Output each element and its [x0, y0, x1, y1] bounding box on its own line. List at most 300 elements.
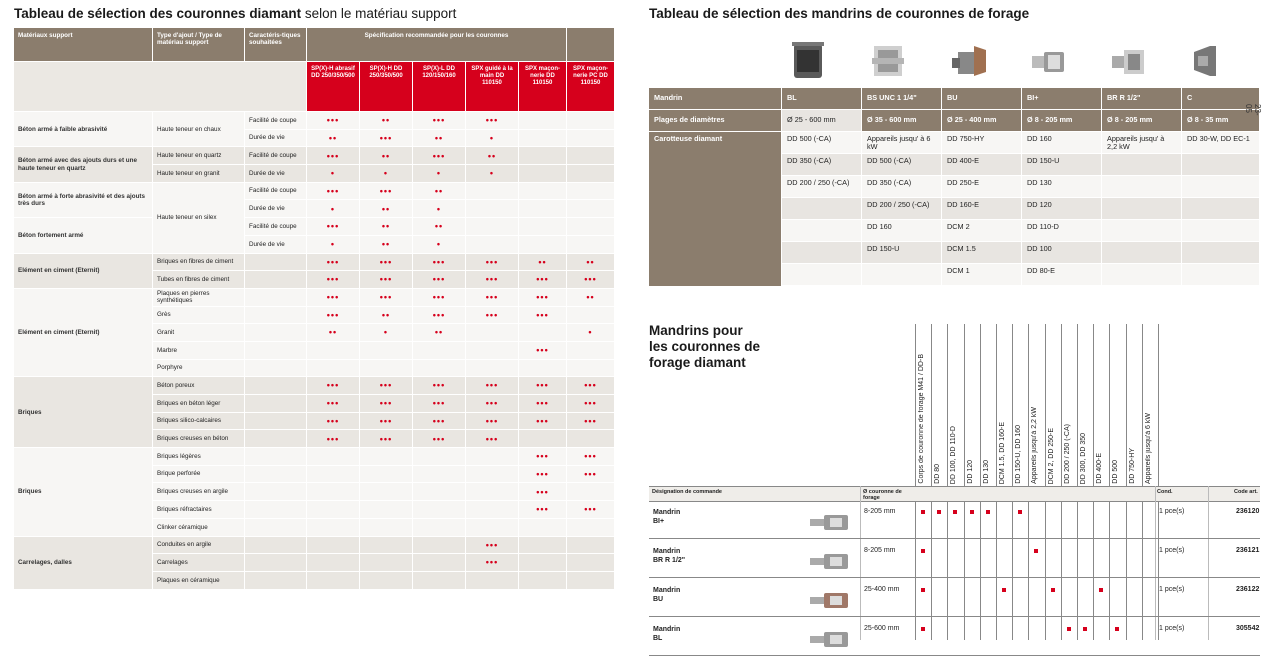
rating-dots — [519, 130, 567, 148]
rating-dots: ••• — [360, 413, 413, 431]
rating-dots: ••• — [360, 183, 413, 201]
name-line: Mandrin — [653, 626, 681, 633]
table-cell: DD 750-HY — [942, 132, 1022, 154]
order-name — [653, 625, 680, 643]
rating-dots: ••• — [519, 466, 567, 484]
vertical-header — [950, 324, 962, 484]
mandrel-thumbnail — [808, 510, 858, 534]
rating-dots: •• — [413, 183, 466, 201]
title-line: les couronnes de — [649, 339, 761, 354]
vertical-header — [1048, 324, 1060, 484]
rating-dots — [466, 342, 519, 360]
rating-dots: •• — [413, 130, 466, 148]
rating-dots — [466, 501, 519, 519]
table-cell: DD 130 — [1022, 176, 1102, 198]
rating-dots — [567, 147, 615, 165]
type-cell: Granit — [153, 324, 245, 342]
product-header: SPX maçon-nerie PC DD 110150 — [567, 62, 615, 112]
type-cell: Haute teneur en granit — [153, 165, 245, 183]
rating-dots: • — [466, 130, 519, 148]
rating-dots — [567, 537, 615, 555]
rating-dots: • — [360, 324, 413, 342]
table-cell: Mandrin — [649, 88, 782, 110]
characteristic-cell — [245, 554, 307, 572]
compatibility-mark — [921, 627, 925, 631]
row-separator — [649, 577, 1260, 578]
rating-dots: ••• — [307, 271, 360, 289]
rating-dots: •• — [360, 112, 413, 130]
characteristic-cell — [245, 271, 307, 289]
name-line: Mandrin — [653, 587, 681, 594]
characteristic-cell: Facilité de coupe — [245, 218, 307, 236]
rating-dots — [360, 501, 413, 519]
rating-dots — [567, 572, 615, 590]
table-cell: BL — [782, 88, 862, 110]
column-rule — [1061, 324, 1062, 640]
rating-dots — [567, 183, 615, 201]
carotteuse-row — [649, 198, 1260, 220]
table-cell: Ø 25 - 400 mm — [942, 110, 1022, 132]
name-line: BU — [653, 596, 664, 603]
type-cell: Haute teneur en chaux — [153, 112, 245, 147]
table-cell — [1102, 198, 1182, 220]
rating-dots — [519, 537, 567, 555]
carotteuse-label — [649, 176, 782, 198]
characteristic-cell — [245, 572, 307, 590]
table-cell: DD 500 (-CA) — [862, 154, 942, 176]
table-cell — [1182, 176, 1260, 198]
rating-dots: • — [466, 165, 519, 183]
rating-dots — [519, 572, 567, 590]
rating-dots — [307, 360, 360, 378]
rating-dots — [307, 501, 360, 519]
rating-dots — [466, 200, 519, 218]
table-cell — [1102, 176, 1182, 198]
col-header: Code art. — [1234, 489, 1258, 495]
vertical-label: DD 100, DD 110-D — [950, 425, 958, 484]
characteristic-cell — [245, 324, 307, 342]
diamond-crown-selection-table — [14, 28, 618, 640]
material-cell: Carrelages, dalles — [14, 537, 153, 590]
carotteuse-label — [649, 220, 782, 242]
rating-dots: ••• — [307, 254, 360, 272]
carotteuse-label — [649, 154, 782, 176]
rating-dots: ••• — [307, 147, 360, 165]
characteristic-cell: Facilité de coupe — [245, 112, 307, 130]
table-cell — [862, 264, 942, 286]
rating-dots: ••• — [567, 501, 615, 519]
vertical-header — [1080, 324, 1092, 484]
characteristic-cell — [245, 483, 307, 501]
rating-dots — [307, 483, 360, 501]
rating-dots: •• — [567, 289, 615, 307]
type-cell: Clinker céramique — [153, 519, 245, 537]
table-cell: Ø 8 - 35 mm — [1182, 110, 1260, 132]
table-cell: DD 200 / 250 (-CA) — [782, 176, 862, 198]
rating-dots — [466, 572, 519, 590]
characteristic-cell — [245, 448, 307, 466]
column-rule — [915, 324, 916, 640]
type-cell: Briques légères — [153, 448, 245, 466]
rating-dots: ••• — [413, 307, 466, 325]
header-spec: Spécification recommandée pour les couronnes — [307, 28, 567, 62]
col-header: Désignation de commande — [652, 489, 722, 495]
rating-dots: ••• — [307, 183, 360, 201]
carotteuse-row — [649, 242, 1260, 264]
table-cell — [1102, 264, 1182, 286]
column-rule — [964, 324, 965, 640]
rating-dots — [360, 448, 413, 466]
table-cell: DD 100 — [1022, 242, 1102, 264]
rating-dots: ••• — [307, 307, 360, 325]
mandrel-br-image — [1108, 38, 1148, 84]
compatibility-mark — [1034, 549, 1038, 553]
rating-dots: •• — [360, 200, 413, 218]
order-code: 236121 — [1236, 547, 1260, 554]
rating-dots — [413, 572, 466, 590]
type-cell: Grès — [153, 307, 245, 325]
rating-dots: ••• — [519, 307, 567, 325]
vertical-label: DCM 1.5, DD 160-E — [999, 421, 1006, 484]
rating-dots — [466, 466, 519, 484]
type-cell: Plaques en céramique — [153, 572, 245, 590]
rating-dots — [360, 537, 413, 555]
order-code: 236120 — [1236, 508, 1260, 515]
column-rule — [980, 324, 981, 640]
rating-dots — [413, 501, 466, 519]
type-cell: Briques en béton léger — [153, 395, 245, 413]
header-sub-blank — [14, 62, 307, 112]
rating-dots: ••• — [519, 448, 567, 466]
table-cell: BU — [942, 88, 1022, 110]
table-cell — [782, 198, 862, 220]
table-cell: C — [1182, 88, 1260, 110]
vertical-label: DCM 2, DD 250-E — [1047, 427, 1055, 484]
rating-dots: ••• — [466, 430, 519, 448]
rating-dots: ••• — [307, 377, 360, 395]
rating-dots — [413, 466, 466, 484]
table-cell — [782, 264, 862, 286]
characteristic-cell — [245, 289, 307, 307]
rating-dots: ••• — [307, 112, 360, 130]
vertical-header — [1015, 324, 1027, 484]
order-name — [653, 508, 680, 526]
type-cell: Briques en fibres de ciment — [153, 254, 245, 272]
type-cell: Tubes en fibres de ciment — [153, 271, 245, 289]
column-rule — [1028, 324, 1029, 640]
table-cell: DD 200 / 250 (-CA) — [862, 198, 942, 220]
rating-dots — [519, 200, 567, 218]
vertical-header — [999, 324, 1011, 484]
rating-dots — [360, 342, 413, 360]
product-header: SP(X)-L DD 120/150/160 — [413, 62, 466, 112]
column-rule — [1093, 324, 1094, 640]
carotteuse-row — [649, 132, 1260, 154]
characteristic-cell — [245, 413, 307, 431]
order-code: 305542 — [1236, 625, 1260, 632]
compatibility-mark — [1083, 627, 1087, 631]
vertical-header — [934, 324, 946, 484]
table-cell: Plages de diamètres — [649, 110, 782, 132]
rating-dots: ••• — [466, 254, 519, 272]
table-cell: DD 120 — [1022, 198, 1102, 220]
rating-dots: •• — [360, 147, 413, 165]
table-cell: DD 160 — [1022, 132, 1102, 154]
column-rule — [996, 324, 997, 640]
order-cond: 1 pce(s) — [1159, 625, 1185, 632]
characteristic-cell — [245, 254, 307, 272]
rating-dots: • — [307, 165, 360, 183]
rating-dots: ••• — [360, 289, 413, 307]
rating-dots — [567, 342, 615, 360]
rating-dots — [360, 483, 413, 501]
name-line: BL — [653, 635, 663, 642]
order-code: 236122 — [1236, 586, 1260, 593]
material-cell: Briques — [14, 448, 153, 536]
rating-dots — [519, 218, 567, 236]
table-cell: DD 160 — [862, 220, 942, 242]
rating-dots — [567, 200, 615, 218]
rating-dots: •• — [360, 218, 413, 236]
material-cell: Béton armé à forte abrasivité et des ajouts très durs — [14, 183, 153, 218]
rating-dots: ••• — [567, 466, 615, 484]
vertical-label: DD 120 — [966, 460, 974, 484]
left-table-title — [14, 6, 456, 21]
rating-dots: ••• — [466, 307, 519, 325]
table-cell: DD 500 (-CA) — [782, 132, 862, 154]
rating-dots: ••• — [567, 377, 615, 395]
rating-dots — [360, 360, 413, 378]
rating-dots — [413, 342, 466, 360]
rating-dots: ••• — [413, 112, 466, 130]
column-rule — [1045, 324, 1046, 640]
rating-dots: •• — [360, 236, 413, 254]
type-cell: Conduites en argile — [153, 537, 245, 555]
rating-dots: ••• — [519, 501, 567, 519]
table-cell: Ø 25 - 600 mm — [782, 110, 862, 132]
rating-dots — [307, 554, 360, 572]
product-header: SPX guidé à la main DD 110150 — [466, 62, 519, 112]
header-blank — [567, 28, 615, 62]
name-line: BI+ — [653, 518, 665, 525]
rating-dots: ••• — [360, 430, 413, 448]
carotteuse-row — [649, 220, 1260, 242]
rating-dots: • — [360, 165, 413, 183]
rating-dots: • — [413, 236, 466, 254]
rating-dots: •• — [360, 307, 413, 325]
compatibility-mark — [1002, 588, 1006, 592]
rating-dots: ••• — [413, 430, 466, 448]
rating-dots — [519, 519, 567, 537]
header-material: Matériaux support — [14, 28, 153, 62]
rating-dots — [519, 236, 567, 254]
characteristic-cell — [245, 342, 307, 360]
rating-dots: ••• — [413, 254, 466, 272]
characteristic-cell — [245, 501, 307, 519]
rating-dots: •• — [307, 130, 360, 148]
rating-dots — [567, 483, 615, 501]
rating-dots: ••• — [466, 112, 519, 130]
rating-dots — [567, 236, 615, 254]
title-rest: selon le matériau support — [301, 6, 457, 21]
material-cell: Béton armé à faible abrasivité — [14, 112, 153, 147]
characteristic-cell — [245, 395, 307, 413]
order-diameter: 25-400 mm — [864, 586, 900, 593]
rating-dots: •• — [413, 218, 466, 236]
rating-dots: • — [307, 236, 360, 254]
rating-dots: ••• — [519, 289, 567, 307]
rating-dots — [567, 112, 615, 130]
rating-dots: ••• — [360, 254, 413, 272]
rating-dots: ••• — [519, 395, 567, 413]
rating-dots: ••• — [466, 377, 519, 395]
characteristic-cell: Durée de vie — [245, 130, 307, 148]
compatibility-mark — [937, 510, 941, 514]
rating-dots — [307, 342, 360, 360]
rating-dots — [466, 324, 519, 342]
table-cell — [1102, 242, 1182, 264]
table-cell: DD 80-E — [1022, 264, 1102, 286]
table-cell: BI+ — [1022, 88, 1102, 110]
table-cell: DCM 2 — [942, 220, 1022, 242]
type-cell: Briques silico-calcaires — [153, 413, 245, 431]
rating-dots: ••• — [307, 413, 360, 431]
rating-dots — [466, 236, 519, 254]
material-cell: Béton fortement armé — [14, 218, 153, 253]
type-cell: Briques creuses en béton — [153, 430, 245, 448]
page-number: 23-05 — [1244, 104, 1262, 116]
column-rule — [1126, 324, 1127, 640]
rating-dots: ••• — [307, 289, 360, 307]
rating-dots — [519, 360, 567, 378]
mandrel-header-row — [649, 88, 1260, 110]
compatibility-mark — [1051, 588, 1055, 592]
compatibility-mark — [953, 510, 957, 514]
table-cell: DD 250-E — [942, 176, 1022, 198]
rating-dots: ••• — [413, 289, 466, 307]
title-bold: Tableau de sélection des couronnes diamant — [14, 6, 302, 21]
type-cell: Plaques en pierres synthétiques — [153, 289, 245, 307]
rating-dots: •• — [466, 147, 519, 165]
characteristic-cell — [245, 360, 307, 378]
compatibility-mark — [1115, 627, 1119, 631]
table-cell: DD 400-E — [942, 154, 1022, 176]
vertical-header — [1145, 324, 1157, 484]
vertical-label: DD 200 / 250 (-CA) — [1063, 424, 1071, 484]
rating-dots — [360, 466, 413, 484]
table-cell: DD 110-D — [1022, 220, 1102, 242]
header-type: Type d'ajout / Type de matériau support — [153, 28, 245, 62]
rating-dots: ••• — [307, 395, 360, 413]
rating-dots — [519, 112, 567, 130]
rating-dots — [466, 519, 519, 537]
order-cond: 1 pce(s) — [1159, 586, 1185, 593]
mandrel-thumbnail — [808, 627, 858, 651]
vertical-label: DD 80 — [934, 464, 942, 484]
order-name — [653, 586, 680, 604]
mandrel-c-image — [1188, 38, 1228, 84]
table-cell: Ø 8 - 205 mm — [1022, 110, 1102, 132]
type-cell: Haute teneur en quartz — [153, 147, 245, 165]
carotteuse-row — [649, 176, 1260, 198]
rating-dots — [360, 572, 413, 590]
rating-dots — [567, 165, 615, 183]
rating-dots: ••• — [413, 271, 466, 289]
rating-dots: ••• — [360, 395, 413, 413]
table-cell: Ø 8 - 205 mm — [1102, 110, 1182, 132]
characteristic-cell: Facilité de coupe — [245, 147, 307, 165]
characteristic-cell: Facilité de coupe — [245, 183, 307, 201]
material-cell: Elément en ciment (Eternit) — [14, 289, 153, 377]
compatibility-mark — [1018, 510, 1022, 514]
rating-dots — [466, 483, 519, 501]
rating-dots — [567, 430, 615, 448]
vertical-header — [983, 324, 995, 484]
type-cell: Briques creuses en argile — [153, 483, 245, 501]
material-cell: Béton armé avec des ajouts durs et une haute teneur en quartz — [14, 147, 153, 182]
carotteuse-label — [649, 198, 782, 220]
carotteuse-row — [649, 264, 1260, 286]
rating-dots — [567, 554, 615, 572]
table-cell — [1182, 154, 1260, 176]
rating-dots: • — [413, 200, 466, 218]
vertical-header — [1129, 324, 1141, 484]
table-cell: DCM 1.5 — [942, 242, 1022, 264]
compatibility-mark — [921, 510, 925, 514]
compatibility-mark — [970, 510, 974, 514]
vertical-header — [967, 324, 979, 484]
rating-dots: ••• — [360, 271, 413, 289]
rating-dots: •• — [567, 254, 615, 272]
rating-dots — [466, 360, 519, 378]
rating-dots — [519, 324, 567, 342]
rating-dots — [413, 448, 466, 466]
vertical-label: Corps de couronne de forage M41 / DD-B — [918, 354, 925, 484]
type-cell: Marbre — [153, 342, 245, 360]
rating-dots — [413, 554, 466, 572]
mandrels-title — [649, 323, 760, 371]
rating-dots — [519, 554, 567, 572]
characteristic-cell — [245, 377, 307, 395]
rating-dots — [360, 519, 413, 537]
rating-dots — [519, 165, 567, 183]
mandrel-bu-image — [948, 38, 988, 84]
rating-dots: ••• — [519, 377, 567, 395]
rating-dots — [466, 218, 519, 236]
table-cell: DD 150-U — [862, 242, 942, 264]
order-diameter: 25-600 mm — [864, 625, 900, 632]
type-cell: Brique perforée — [153, 466, 245, 484]
rating-dots: ••• — [413, 377, 466, 395]
characteristic-cell — [245, 519, 307, 537]
table-cell: DD 150-U — [1022, 154, 1102, 176]
rating-dots: ••• — [360, 130, 413, 148]
rating-dots: ••• — [360, 377, 413, 395]
vertical-label: DD 300, DD 350 — [1080, 432, 1087, 484]
table-cell — [1182, 198, 1260, 220]
product-header: SPX maçon-nerie DD 110150 — [519, 62, 567, 112]
rating-dots: • — [413, 165, 466, 183]
rating-dots: • — [567, 324, 615, 342]
mandrel-thumbnail — [808, 549, 858, 573]
vertical-header — [1096, 324, 1108, 484]
mandrel-biplus-image — [1028, 38, 1068, 84]
col-header: Ø couronne de forage — [863, 489, 902, 501]
rating-dots: ••• — [466, 395, 519, 413]
mandrel-thumbnail — [808, 588, 858, 612]
product-header: SP(X)-H abrasif DD 250/350/500 — [307, 62, 360, 112]
column-rule — [947, 324, 948, 640]
